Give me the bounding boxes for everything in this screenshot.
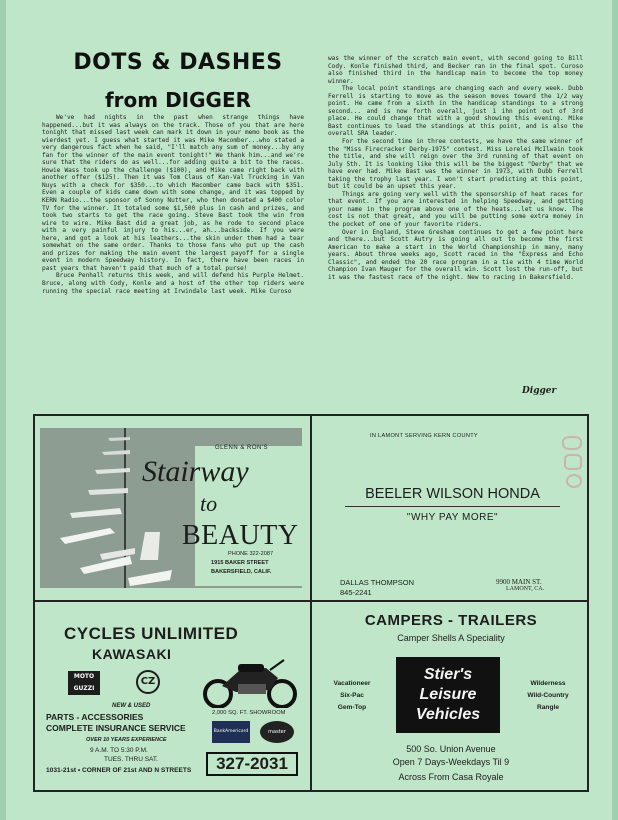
ad-divider-horizontal	[33, 600, 589, 602]
cycles-ad-experience: OVER 10 YEARS EXPERIENCE	[86, 737, 167, 743]
master-charge-logo-icon: master	[260, 721, 294, 743]
cycles-ad-name: CYCLES UNLIMITED	[64, 624, 239, 643]
beeler-ad-contact: DALLAS THOMPSON	[340, 578, 415, 587]
brand-name: Vacationeer	[333, 680, 371, 687]
column-subtitle: from DIGGER	[104, 88, 252, 112]
beeler-ad-slogan: "WHY PAY MORE"	[406, 512, 499, 523]
motorcycle-icon	[200, 656, 300, 708]
ad-divider-vertical	[310, 414, 312, 792]
campers-ad-title: CAMPERS - TRAILERS	[364, 612, 538, 629]
campers-ad-right-brands	[512, 678, 584, 714]
cycles-ad-days: TUES. THRU SAT.	[104, 756, 158, 763]
article-right-column	[328, 55, 583, 400]
stairway-ad-script: Stairway	[142, 455, 249, 488]
campers-ad-address: 500 So. Union Avenue	[406, 744, 496, 754]
campers-ad-across: Across From Casa Royale	[398, 772, 504, 782]
cycles-ad-insurance: COMPLETE INSURANCE SERVICE	[46, 723, 186, 733]
article-paragraph: We've had nights in the past when strange things have happened...but it was always on the track. Those of you that are here tonight that missed last week can mark it down in your memo book as the wierdest yet. I guess what started it was Mike Macomber...who stated a very dangerous fact when he said, "I'll match any sum of money...by any fan for the winner of the main event tonight!" We thank him...and we're sure that the riders do as well...for adding quite a bit to the races. Howie Wass took up the challenge ($100), and Mike came right back with another offer ($125). Then it was Tom Claus of Kan-Val Trucking in Van Nuys with a check for $350...to which Macomber came back with $351. Even a couple of kids came down with some change, and it was topped by KERN Radio...the sponsor of Sonny Nutter, who then donated a $400 color TV for the winner. It totaled some $1,500 plus in cash and prizes, and took two starts to get the race going. Steve Bast took the win from wire to wire. Mike Bast did a great job, as he rode to second place with a very painful injury to his...er, ah...backside. If you were here, and got a look at his leathers...the skin under them had a tear somewhat on the same order. Thanks to those fans who put up the cash and prizes for making the main event the largest payoff for a single event in modern Speedway history. In fact, there have been races in past years that haven't paid that much of a total purse!	[42, 114, 304, 272]
stairway-ad-street: 1915 BAKER STREET	[211, 560, 269, 566]
article-paragraph: The local point standings are changing each and every week. Dubb Ferrell is starting to move as the season moves toward the 1/2 way point. He came from a sixth in the handicap standings to a strong second... and is now forth overall, just 1 ihn point out of 3rd place. He could change that with a good showing this evening. Mike Bast continues to lead the standings at this point, and is also the overall SRA leader.	[328, 85, 583, 138]
article-paragraph: Things are going very well with the sponsorship of heat races for that event. If you are interested in helping Speedway, and getting your name in the program above one of the heats...let us know. The cost is not that great, and you will be putting some extra money in the pocket of one of your favorite riders.	[328, 190, 583, 229]
logo-line: Leisure	[419, 686, 477, 703]
logo-line: Stier's	[423, 666, 473, 683]
stairway-ad-owner: GLENN & RON'S	[215, 445, 268, 451]
stairway-ad-brand: BEAUTY	[182, 520, 299, 551]
brand-name: Wilderness	[530, 680, 566, 687]
moto-guzzi-logo-icon: MOTO GUZZI	[68, 671, 100, 695]
cycles-ad-address: 1031-21st • CORNER OF 21st AND N STREETS	[46, 767, 192, 774]
brand-name: Wild-Country	[527, 692, 569, 699]
stairway-ad-city: BAKERSFIELD, CALIF.	[211, 569, 272, 575]
logo-line: Vehicles	[415, 706, 481, 723]
beeler-ad-tagline: IN LAMONT SERVING KERN COUNTY	[370, 433, 478, 439]
beeler-ad-phone: 845-2241	[340, 588, 372, 597]
beeler-ad-rule	[345, 506, 560, 507]
cycles-ad-new-used: NEW & USED	[112, 703, 151, 709]
stairway-ad-to: to	[200, 491, 218, 516]
cycles-ad-parts: PARTS - ACCESSORIES	[46, 712, 144, 722]
cycles-ad-showroom: 2,000 SQ. FT. SHOWROOM	[212, 710, 286, 716]
pink-smudge	[560, 432, 582, 492]
stairway-ad-phone: PHONE 322-2087	[228, 551, 274, 557]
bankamericard-logo-icon: BankAmericard	[212, 721, 250, 743]
cycles-ad-phone: 327-2031	[206, 752, 298, 776]
page-edge-left	[0, 0, 6, 820]
column-title: DOTS & DASHES	[73, 50, 283, 75]
article-paragraph: Over in England, Steve Gresham continues to get a few point here and there...but Scott Autry is going all out to become the first American to make a start in the World Championship in many, many years. About three weeks ago, Scott raced in the "Express and Echo Classic", and ended the 20 race program in a tie with 4 time World Champion Ivan Mauger for the overall win. Scott lost the run-off, but it was the fastest race of the night. New to racing in Bakersfield.	[328, 228, 583, 281]
page-edge-right	[612, 0, 618, 820]
beeler-ad-address2: LAMONT, CA.	[506, 586, 545, 592]
cycles-ad-hours: 9 A.M. TO 5:30 P.M.	[90, 747, 148, 754]
brand-name: Gem-Top	[337, 704, 367, 711]
beeler-ad-address1: 9900 MAIN ST.	[496, 578, 542, 586]
brand-name: Rangle	[537, 704, 559, 711]
campers-ad-left-brands	[322, 678, 382, 714]
article-paragraph: was the winner of the scratch main event, with second going to Bill Cody. Konle finished third, and Becker ran in the final spot. Curoso also finished third in the handicap main to become the top money winner.	[328, 55, 583, 85]
brand-name: Six-Pac	[340, 692, 364, 699]
campers-ad-hours: Open 7 Days-Weekdays Til 9	[392, 757, 510, 767]
cycles-ad-brand: KAWASAKI	[92, 646, 172, 662]
beeler-ad-name: BEELER WILSON HONDA	[365, 486, 540, 502]
stiers-logo	[396, 657, 500, 733]
author-signature: Digger	[522, 386, 557, 396]
article-paragraph: Bruce Penhall returns this week, and will defend his Purple Helmet. Bruce, along with Cody, Konle and a host of the other top riders were running the special race meeting at Irwindale last week. Mike Curoso	[42, 272, 304, 295]
article-left-column	[42, 114, 304, 396]
campers-ad-subtitle: Camper Shells A Speciality	[397, 633, 505, 643]
cz-logo-icon: CZ	[136, 670, 160, 694]
article-paragraph: For the second time in three contests, we have the same winner of the "Miss Firecracker Derby-1975" contest. Miss Lorelei McIlwain took the title, and she will reign over the 3rd running of that event on July 5th. It is looking like this will be the biggest "Derby" that we have ever had. Mike Bast was the winner in 1973, with Dubb Ferrell taking the trophy last year. I won't start predicting at this point, but it could be an upset this year.	[328, 138, 583, 191]
